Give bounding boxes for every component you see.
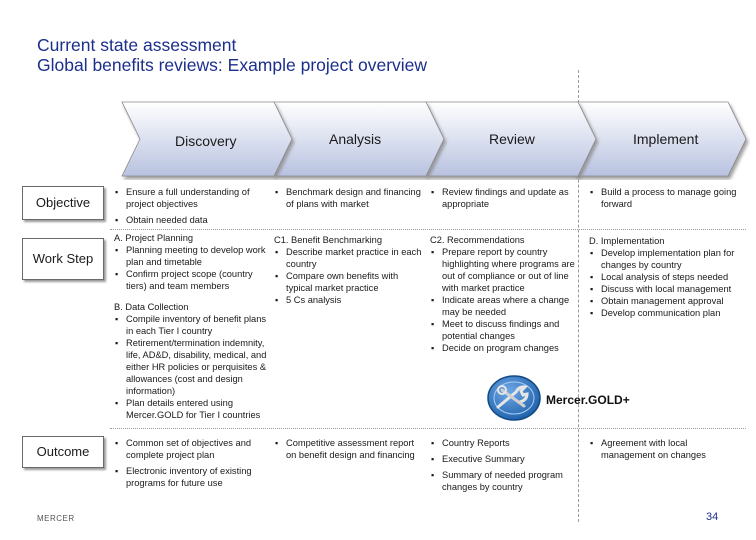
list-item: ▪ Summary of needed program changes by country xyxy=(430,469,578,493)
list-item: ▪ Discuss with local management xyxy=(589,283,743,295)
section-heading: D. Implementation xyxy=(589,236,665,246)
section-heading: C1. Benefit Benchmarking xyxy=(274,235,383,245)
list-item: ▪ Local analysis of steps needed xyxy=(589,271,743,283)
list-item: ▪ Review findings and update as appropriate xyxy=(430,186,578,210)
mercer-brand-logo: MERCER xyxy=(37,514,75,523)
list-item: ▪ Ensure a full understanding of project objectives xyxy=(114,186,264,210)
list-item: ▪ Compare own benefits with typical market practice xyxy=(274,270,424,294)
list-item: ▪ Build a process to manage going forward xyxy=(589,186,739,210)
objective-review-cell xyxy=(430,186,578,210)
row-label-outcome: Outcome xyxy=(22,436,104,468)
list-item: ▪ Electronic inventory of existing programs for future use xyxy=(114,465,266,489)
phase-discovery-label: Discovery xyxy=(175,133,237,149)
outcome-analysis-cell xyxy=(274,437,422,461)
list-item: ▪ Agreement with local management on changes xyxy=(589,437,739,461)
list-item: ▪ Benchmark design and financing of plans with market xyxy=(274,186,426,210)
outcome-review-cell xyxy=(430,437,578,493)
list-item: ▪ 5 Cs analysis xyxy=(274,294,424,306)
row-separator xyxy=(110,428,746,429)
section-heading: B. Data Collection xyxy=(114,302,189,312)
row-separator xyxy=(110,229,746,230)
list-item: ▪ Planning meeting to develop work plan and timetable xyxy=(114,244,274,268)
phase-analysis-label: Analysis xyxy=(329,131,382,147)
phase-review-label: Review xyxy=(489,131,535,147)
list-item: ▪ Meet to discuss findings and potential changes xyxy=(430,318,584,342)
list-item: ▪ Common set of objectives and complete project plan xyxy=(114,437,266,461)
outcome-implement-cell xyxy=(589,437,739,461)
list-item: ▪ Compile inventory of benefit plans in each Tier I country xyxy=(114,313,274,337)
list-item: ▪ Prepare report by country highlighting where programs are out of compliance or out of line with market practice xyxy=(430,246,584,294)
list-item: ▪ Country Reports xyxy=(430,437,578,449)
list-item: ▪ Confirm project scope (country tiers) and team members xyxy=(114,268,274,292)
mercer-gold-logo xyxy=(486,374,542,427)
row-label-work-step: Work Step xyxy=(22,238,104,280)
list-item: ▪ Executive Summary xyxy=(430,453,578,465)
row-label-objective: Objective xyxy=(22,186,104,220)
work-discovery-cell xyxy=(114,232,274,421)
list-item: ▪ Obtain management approval xyxy=(589,295,743,307)
list-item: ▪ Decide on program changes xyxy=(430,342,584,354)
mercer-gold-label: Mercer.GOLD+ xyxy=(546,393,630,407)
list-item: ▪ Obtain needed data xyxy=(114,214,264,226)
list-item: ▪ Retirement/termination indemnity, life, AD&D, disability, medical, and either HR policies or perquisites & allowances (cost and design information) xyxy=(114,337,274,397)
phase-implement-label: Implement xyxy=(633,131,699,147)
work-analysis-cell xyxy=(274,234,424,306)
objective-discovery-cell xyxy=(114,186,264,226)
outcome-discovery-cell xyxy=(114,437,266,489)
page-subtitle: Global benefits reviews: Example project overview xyxy=(37,55,428,75)
page-number: 34 xyxy=(706,511,719,523)
mercer-gold-gear-wrench-icon xyxy=(486,374,542,422)
section-heading: C2. Recommendations xyxy=(430,235,525,245)
work-implement-cell xyxy=(589,235,743,319)
page-title: Current state assessment xyxy=(37,35,237,55)
objective-analysis-cell xyxy=(274,186,426,210)
list-item: ▪ Competitive assessment report on benefit design and financing xyxy=(274,437,422,461)
list-item: ▪ Indicate areas where a change may be needed xyxy=(430,294,584,318)
work-review-cell xyxy=(430,234,584,354)
list-item: ▪ Develop communication plan xyxy=(589,307,743,319)
section-heading: A. Project Planning xyxy=(114,233,194,243)
list-item: ▪ Describe market practice in each country xyxy=(274,246,424,270)
list-item: ▪ Develop implementation plan for changes by country xyxy=(589,247,743,271)
objective-implement-cell xyxy=(589,186,739,210)
list-item: ▪ Plan details entered using Mercer.GOLD for Tier I countries xyxy=(114,397,274,421)
